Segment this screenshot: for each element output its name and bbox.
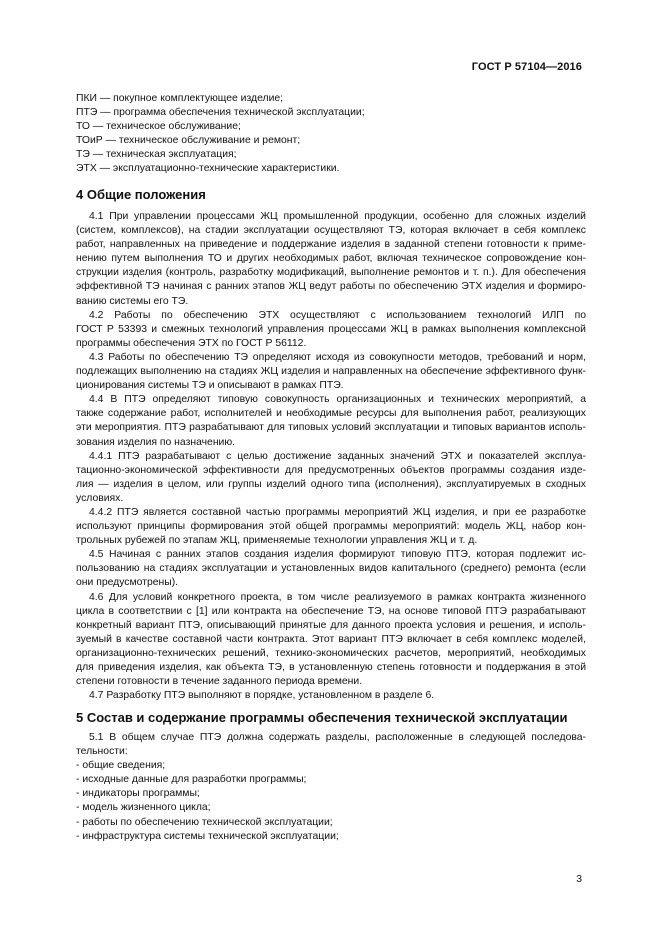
text-line: 4.5 Начиная с ранних этапов создания изделия формируют типовую ПТЭ, которая подлежит ис-: [89, 549, 586, 561]
text-line: также содержание работ, исполнителей и необходимые ресурсы для выполнения работ, реализующих: [76, 408, 586, 420]
text-line: организационно-технических решений, технико-экономических расчетов, мероприятий, необходимых: [76, 647, 586, 659]
text-line: программы обеспечения ЭТХ по ГОСТ Р 56112.: [76, 337, 307, 349]
text-line: условиях.: [76, 492, 124, 504]
text-line: 4.7 Разработку ПТЭ выполняют в порядке, установленном в разделе 6.: [89, 690, 435, 702]
text-line: струкции изделия (контроль, разработку модификаций, выполнение ремонтов и т. п.). Для обеспечения: [76, 267, 586, 279]
text-line: (систем, комплексов), на стадии эксплуатации осуществляют ТЭ, которая включает в себя комплекс: [76, 225, 586, 237]
text-line: тационно-экономической эффективности для предусмотренных объектов программы создания изде-: [76, 464, 586, 476]
text-line: ГОСТ Р 53393 и смежных технологий управления процессами ЖЦ в рамках выполнения комплексной: [76, 323, 586, 335]
text-line: подлежащих выполнению на стадиях ЖЦ изделия и направленных на обеспечение эффективного функ-: [76, 366, 586, 378]
paragraph: [76, 309, 586, 351]
text-line: 4.4.1 ПТЭ разрабатывают с целью достижение заданных значений ЭТХ и показателей эксплуа-: [89, 450, 586, 462]
text-line: для приведения изделия, как объекта ТЭ, в установленную степень готовности и поддержания в этой: [76, 662, 586, 673]
text-line: 5.1 В общем случае ПТЭ должна содержать разделы, расположенные в следующей последова-: [89, 732, 586, 743]
section-5-title: 5 Состав и содержание программы обеспечения технической эксплуатации: [76, 710, 568, 725]
text-line: эффективной ТЭ начиная с ранних этапов ЖЦ ведут работы по обеспечению ЭТХ изделия и формиро-: [76, 281, 586, 293]
list-item: - инфраструктура системы технической эксплуатации;: [76, 830, 339, 842]
page-number: 3: [576, 874, 582, 885]
abbreviations-list: [76, 92, 586, 177]
text-line: 4.3 Работы по обеспечению ТЭ определяют исходя из совокупности методов, требований и норм,: [89, 351, 586, 363]
paragraph: [76, 689, 586, 703]
abbreviation-item: ПКИ — покупное комплектующее изделие;: [76, 93, 284, 104]
paragraph-5-1: [76, 731, 586, 759]
text-line: работ, направленных на приведение и поддержание изделия в заданной степени готовности к приме-: [76, 239, 586, 251]
list-item: - общие сведения;: [76, 760, 166, 772]
text-line: эти мероприятия. ПТЭ разрабатывают для типовых условий эксплуатации и типовых вариантов исполь-: [76, 422, 586, 434]
text-line: 4.2 Работы по обеспечению ЭТХ осуществляют с использованием технологий ИЛП по: [89, 309, 586, 321]
text-line: используют принципы формирования этой общей программы мероприятий: модель ЖЦ, набор кон-: [76, 521, 586, 533]
list-item: - исходные данные для разработки программы;: [76, 774, 307, 786]
text-line: 4.1 При управлении процессами ЖЦ промышленной продукции, особенно для сложных изделий: [89, 211, 586, 222]
text-line: цикла в соответствии с [1] или контракта на обеспечение ТЭ, на основе типовой ПТЭ разрабатывают: [76, 605, 586, 617]
paragraph: [76, 548, 586, 590]
text-line: пользованию на стадиях эксплуатации и установленных видов капитального (среднего) ремонта (если: [76, 563, 586, 575]
text-line: зуемый в качестве составной части контракта. Этот вариант ПТЭ включает в себя комплекс моделей,: [76, 633, 586, 645]
abbreviation-item: ТО — техническое обслуживание;: [76, 121, 241, 133]
section-5-body: [76, 731, 586, 844]
paragraph: [76, 450, 586, 506]
text-line: 4.4 В ПТЭ определяют типовую совокупность организационных и технических мероприятий, а: [89, 394, 586, 406]
text-line: трольных рубежей по этапам ЖЦ, применяемые технологии управления ЖЦ и т. д.: [76, 535, 478, 547]
paragraph: [76, 210, 586, 309]
text-line: конкретный вариант ПТЭ, описывающий принятые для данного проекта условия и решения, и исполь-: [76, 619, 586, 631]
text-line: нению путем выполнения ТО и других необходимых работ, включая техническое сопровождение кон-: [76, 253, 586, 265]
text-line: ционирования системы ТЭ и описывают в рамках ПТЭ.: [76, 380, 344, 392]
text-line: тельности:: [76, 746, 128, 758]
text-line: они предусмотрены).: [76, 577, 179, 589]
text-line: 4.4.2 ПТЭ является составной частью программы мероприятий ЖЦ изделия, и при ее разработке: [89, 506, 586, 518]
list-item: - работы по обеспечению технической эксплуатации;: [76, 816, 333, 828]
document-header: ГОСТ Р 57104—2016: [471, 61, 582, 73]
section-4-title: 4 Общие положения: [76, 187, 206, 202]
paragraph: [76, 506, 586, 548]
text-line: лия — изделия в целом, или группы изделий одного типа (исполнения), эксплуатируемых в сходных: [76, 478, 586, 490]
section-4-body: [76, 210, 586, 703]
list-item: - индикаторы программы;: [76, 788, 200, 800]
text-line: 4.6 Для условий конкретного проекта, в том числе реализуемого в рамках контракта жизненного: [89, 591, 586, 603]
abbreviation-item: ТОиР — техническое обслуживание и ремонт;: [76, 135, 301, 147]
abbreviation-item: ТЭ — техническая эксплуатация;: [76, 149, 237, 161]
abbreviation-item: ПТЭ — программа обеспечения технической эксплуатации;: [76, 107, 365, 119]
text-line: ванию системы его ТЭ.: [76, 295, 189, 307]
text-line: степени готовности в течение заданного периода времени.: [76, 676, 363, 688]
abbreviation-item: ЭТХ — эксплуатационно-технические характеристики.: [76, 163, 340, 175]
sections-list: [76, 759, 586, 844]
paragraph: [76, 591, 586, 690]
text-line: зования изделия по назначению.: [76, 436, 236, 448]
paragraph: [76, 393, 586, 449]
list-item: - модель жизненного цикла;: [76, 802, 211, 814]
paragraph: [76, 351, 586, 393]
